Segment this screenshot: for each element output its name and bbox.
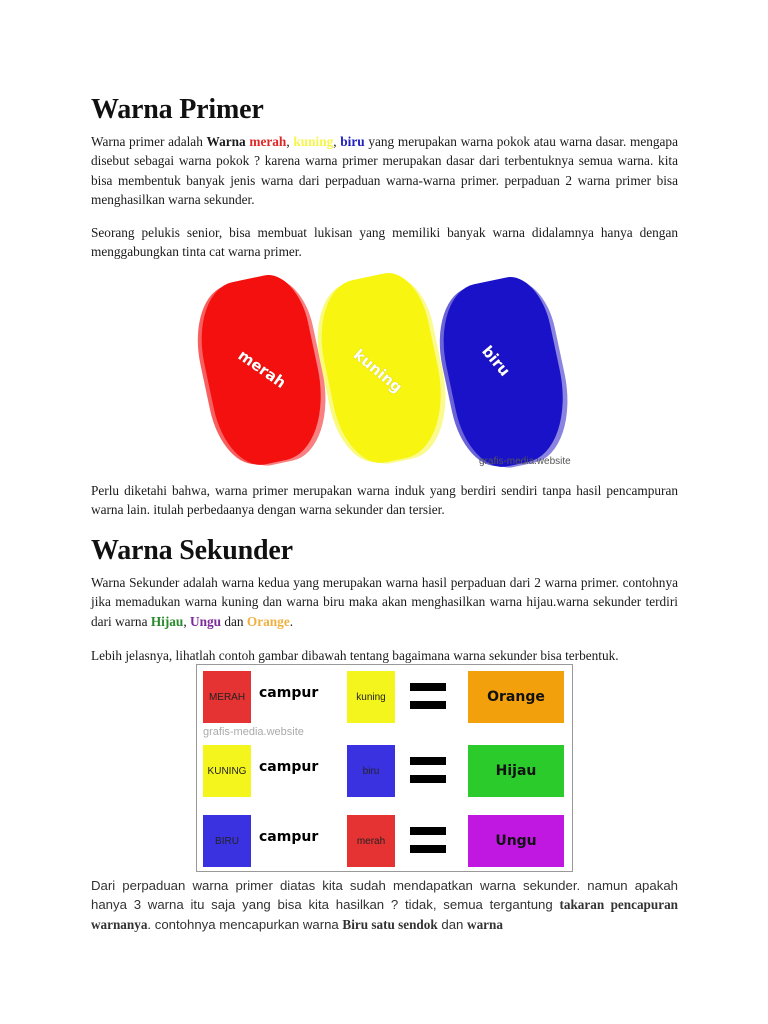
- text: Warna Sekunder adalah warna kedua yang merupakan warna hasil perpaduan dari 2 warna primer. contohnya jika memadukan warna kuning dan warna biru maka akan menghasilkan warna hijau.warna sekunder terdiri dari warna: [91, 575, 678, 629]
- bold-biru-sendok: Biru satu sendok: [342, 916, 438, 932]
- primary-colors-image: [197, 270, 575, 470]
- separator: ,: [333, 134, 341, 149]
- result-ungu: Ungu: [468, 815, 564, 867]
- bold-takaran: takaran pencapuran warnanya: [91, 897, 678, 932]
- campur-label: campur: [259, 759, 319, 775]
- word-orange: Orange: [246, 613, 290, 629]
- paragraph-sekunder-intro: [91, 573, 678, 631]
- swatch-biru: biru: [347, 745, 395, 797]
- text: Dari perpaduan warna primer diatas kita sudah mendapatkan warna sekunder. namun apakah hanya 3 warna itu saja yang bisa kita hasilkan ? tidak, semua tergantung: [91, 878, 678, 913]
- text: dan: [437, 916, 468, 932]
- mix-row-orange: [197, 671, 572, 723]
- separator: ,: [183, 613, 190, 629]
- heading-warna-primer: Warna Primer: [91, 94, 264, 125]
- bold-warna: Warna: [206, 134, 246, 149]
- paragraph-primer-intro: [91, 132, 678, 210]
- campur-label: campur: [259, 829, 319, 845]
- text: yang merupakan warna pokok atau warna dasar. mengapa disebut sebagai warna pokok ? karena warna primer merupakan dasar dari terbentuknya semua warna. kita bisa membentuk banyak jenis warna dari perpaduan warna-warna primer. perpaduan 2 warna primer bisa menghasilkan warna sekunder.: [91, 134, 678, 208]
- swatch-biru: BIRU: [203, 815, 251, 867]
- paragraph-primer-induk: Perlu diketahi bahwa, warna primer merupakan warna induk yang berdiri sendiri tanpa hasil pencampuran warna lain. itulah perbedaanya dengan warna sekunder dan tersier.: [91, 483, 678, 518]
- swatch-merah: merah: [347, 815, 395, 867]
- word-hijau: Hijau: [150, 613, 184, 629]
- swatch-kuning: KUNING: [203, 745, 251, 797]
- mix-row-hijau: [197, 745, 572, 797]
- campur-label: campur: [259, 685, 319, 701]
- text: . contohnya mencapurkan warna: [147, 916, 343, 932]
- label-merah: merah: [234, 346, 290, 392]
- separator: ,: [286, 134, 294, 149]
- label-kuning: kuning: [349, 345, 406, 397]
- watermark: grafis-media.website: [203, 726, 304, 738]
- word-ungu: Ungu: [189, 613, 222, 629]
- word-biru: biru: [340, 134, 365, 149]
- text: dan: [221, 613, 247, 629]
- swatch-kuning: kuning: [347, 671, 395, 723]
- equals-icon: [410, 757, 446, 787]
- word-merah: merah: [249, 134, 287, 149]
- text: .: [289, 613, 294, 629]
- result-hijau: Hijau: [468, 745, 564, 797]
- equals-icon: [410, 683, 446, 713]
- mix-row-ungu: [197, 815, 572, 867]
- heading-warna-sekunder: Warna Sekunder: [91, 535, 293, 566]
- paragraph-pelukis: Seorang pelukis senior, bisa membuat lukisan yang memiliki banyak warna didalamnya hanya dengan menggabungkan tinta cat warna primer.: [91, 225, 678, 260]
- word-kuning: kuning: [293, 134, 334, 149]
- paragraph-perpaduan: [91, 876, 678, 934]
- paragraph-lebih-jelas: Lebih jelasnya, lihatlah contoh gambar dibawah tentang bagaimana warna sekunder bisa terbentuk.: [91, 648, 619, 663]
- bold-warna: warna: [467, 916, 503, 932]
- text: Warna primer adalah: [91, 134, 207, 149]
- equals-icon: [410, 827, 446, 857]
- result-orange: Orange: [468, 671, 564, 723]
- swatch-merah: MERAH: [203, 671, 251, 723]
- watermark: grafis-media.website: [479, 456, 571, 467]
- label-biru: biru: [478, 342, 514, 380]
- secondary-mixing-image: [196, 664, 573, 872]
